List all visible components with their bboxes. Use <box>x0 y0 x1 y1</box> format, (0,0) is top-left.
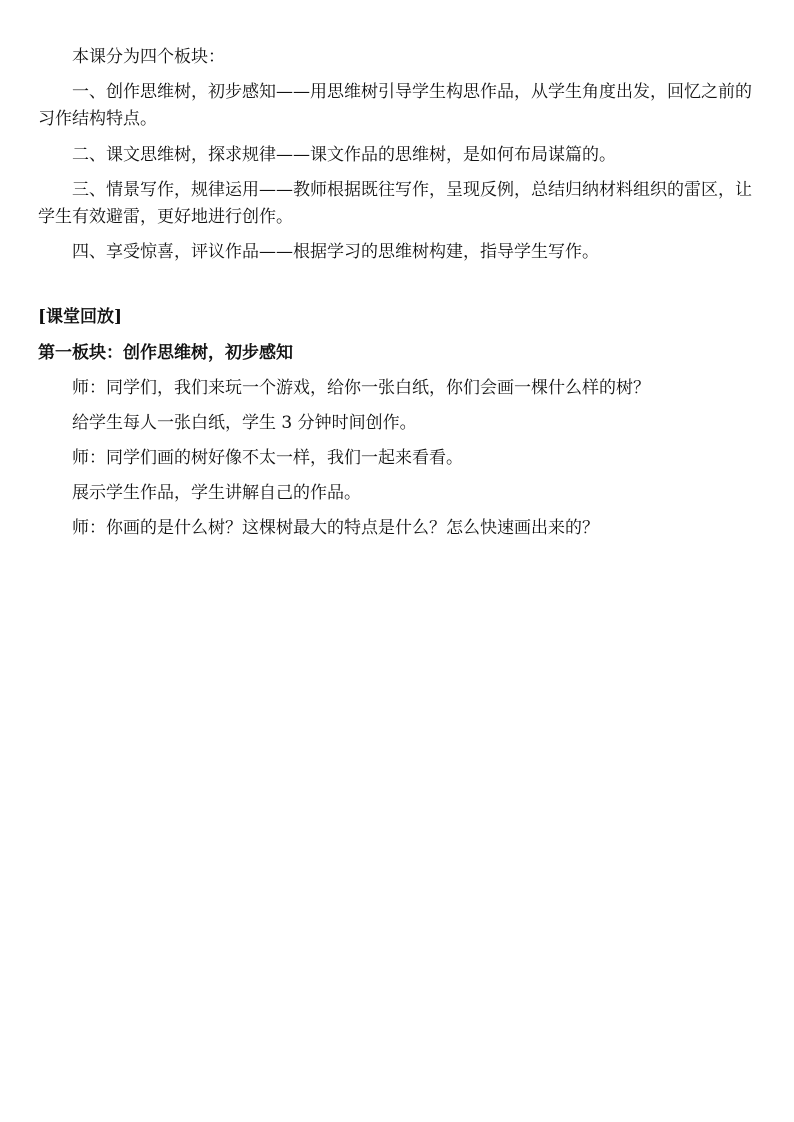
dialogue-line-5: 师：你画的是什么树？这棵树最大的特点是什么？怎么快速画出来的？ <box>72 518 599 539</box>
dialogue-line-1: 师：同学们，我们来玩一个游戏，给你一张白纸，你们会画一棵什么样的树？ <box>72 377 650 398</box>
classroom-replay-title: [课堂回放] <box>38 307 123 328</box>
section1-title: 第一板块：创作思维树，初步感知 <box>38 342 293 363</box>
intro-item-2: 二、课文思维树，探求规律——课文作品的思维树，是如何布局谋篇的。 <box>72 144 616 165</box>
intro-item-1: 一、创作思维树，初步感知——用思维树引导学生构思作品，从学生角度出发，回忆之前的习作结构特点。 <box>38 82 752 130</box>
dialogue-line-4: 展示学生作品，学生讲解自己的作品。 <box>72 483 361 504</box>
dialogue-line-3: 师：同学们画的树好像不太一样，我们一起来看看。 <box>72 448 463 469</box>
document-body <box>38 44 762 551</box>
dialogue-line-2: 给学生每人一张白纸，学生 3 分钟时间创作。 <box>72 412 417 433</box>
section-spacer <box>38 274 762 304</box>
intro-item-4: 四、享受惊喜，评议作品——根据学习的思维树构建，指导学生写作。 <box>72 242 599 263</box>
intro-overview: 本课分为四个板块： <box>72 47 225 67</box>
intro-item-3: 三、情景写作，规律运用——教师根据既往写作，呈现反例，总结归纳材料组织的雷区，让学生有效避雷，更好地进行创作。 <box>38 179 752 227</box>
